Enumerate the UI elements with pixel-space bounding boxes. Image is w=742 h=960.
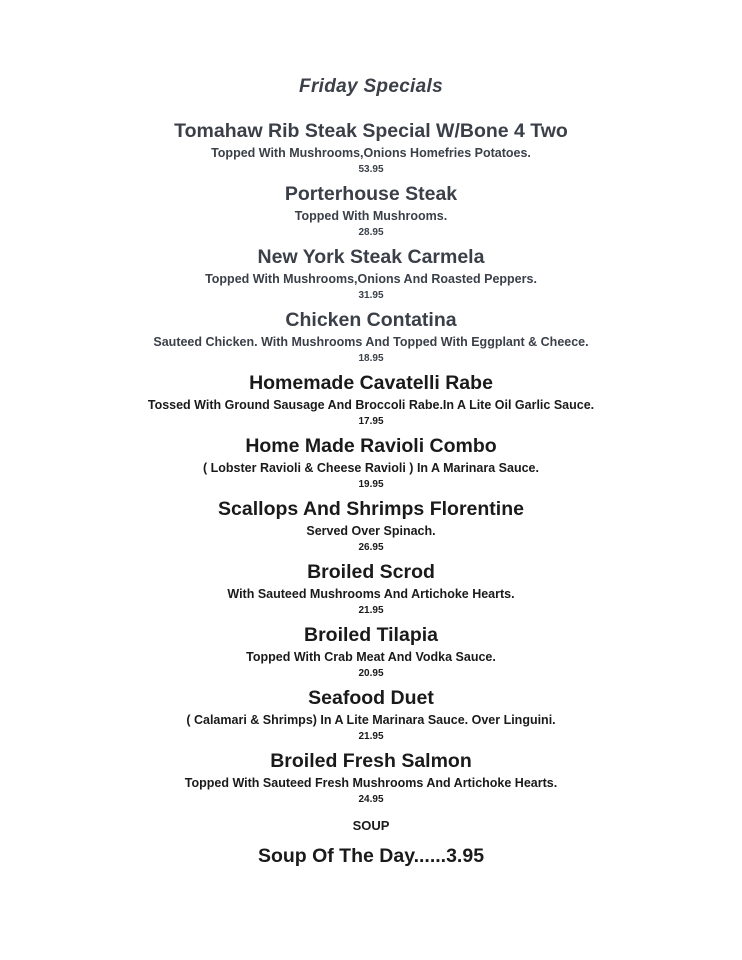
- item-price: 21.95: [358, 605, 384, 616]
- item-description: Sauteed Chicken. With Mushrooms And Topped With Eggplant & Cheece.: [153, 335, 589, 349]
- item-description: Topped With Mushrooms,Onions Homefries Potatoes.: [211, 146, 531, 160]
- item-description: Topped With Crab Meat And Vodka Sauce.: [246, 650, 496, 664]
- item-name: Homemade Cavatelli Rabe: [249, 372, 493, 394]
- menu-item: [0, 434, 742, 497]
- item-description: With Sauteed Mushrooms And Artichoke Hearts.: [227, 587, 515, 601]
- item-description: Served Over Spinach.: [306, 524, 436, 538]
- item-description: Topped With Mushrooms,Onions And Roasted Peppers.: [205, 272, 537, 286]
- item-description: Topped With Sauteed Fresh Mushrooms And Artichoke Hearts.: [184, 776, 558, 790]
- item-price: 17.95: [358, 416, 384, 427]
- menu-item: [0, 182, 742, 245]
- item-name: Broiled Scrod: [307, 561, 435, 583]
- item-price: 53.95: [358, 164, 384, 175]
- item-name: Scallops And Shrimps Florentine: [218, 498, 524, 520]
- item-name: Broiled Tilapia: [303, 624, 438, 646]
- menu-item: [0, 749, 742, 812]
- menu-item: [0, 497, 742, 560]
- item-price: 21.95: [358, 731, 384, 742]
- item-name: Seafood Duet: [308, 687, 434, 709]
- menu-item: [0, 371, 742, 434]
- item-price: 24.95: [358, 794, 384, 805]
- item-price: 28.95: [358, 227, 384, 238]
- item-price: 26.95: [358, 542, 384, 553]
- item-description: Tossed With Ground Sausage And Broccoli Rabe.In A Lite Oil Garlic Sauce.: [147, 398, 595, 412]
- menu-item: [0, 623, 742, 686]
- item-name: Chicken Contatina: [285, 309, 457, 331]
- menu-item: [0, 308, 742, 371]
- item-description: ( Calamari & Shrimps) In A Lite Marinara Sauce. Over Linguini.: [186, 713, 556, 727]
- menu-item: [0, 686, 742, 749]
- menu-items-list: [0, 119, 742, 812]
- item-description: ( Lobster Ravioli & Cheese Ravioli ) In A Marinara Sauce.: [203, 461, 539, 475]
- item-description: Topped With Mushrooms.: [294, 209, 448, 223]
- item-name: Home Made Ravioli Combo: [245, 435, 497, 457]
- item-name: Broiled Fresh Salmon: [270, 750, 472, 772]
- item-price: 18.95: [358, 353, 384, 364]
- soup-section-heading: SOUP: [352, 818, 390, 833]
- item-price: 31.95: [358, 290, 384, 301]
- menu-item: [0, 245, 742, 308]
- soup-of-the-day: Soup Of The Day......3.95: [257, 845, 485, 867]
- item-name: New York Steak Carmela: [257, 246, 485, 268]
- menu-item: [0, 119, 742, 182]
- menu-item: [0, 560, 742, 623]
- item-name: Tomahaw Rib Steak Special W/Bone 4 Two: [174, 120, 568, 142]
- menu-title: Friday Specials: [299, 76, 443, 97]
- item-price: 20.95: [358, 668, 384, 679]
- item-price: 19.95: [358, 479, 384, 490]
- item-name: Porterhouse Steak: [284, 183, 458, 205]
